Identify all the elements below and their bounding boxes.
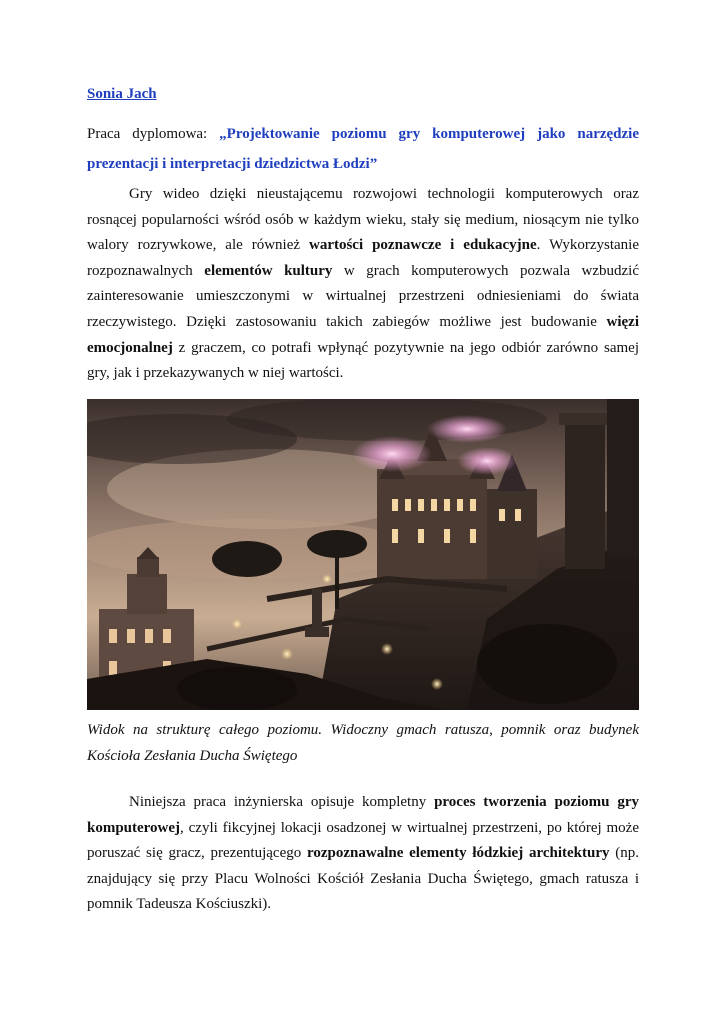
intro-text-4: z graczem, co potrafi wpłynąć pozytywnie na jego odbiór zarówno samej gry, jak i przekazywanych w niej wartości. xyxy=(87,339,639,382)
figure-caption: Widok na strukturę całego poziomu. Widoczny gmach ratusza, pomnik oraz budynek Kościoła Zesłania Ducha Świętego xyxy=(87,722,639,764)
summary-bold-2: rozpoznawalne elementy łódzkiej architektury xyxy=(307,845,610,862)
thesis-title: „Projektowanie poziomu gry komputerowej jako narzędzie prezentacji i interpretacji dziedzictwa Łodzi” xyxy=(87,126,639,172)
summary-text-2: , czyli fikcyjnej lokacji osadzonej w wirtualnej przestrzeni, po której może poruszać się gracz, prezentującego xyxy=(87,819,639,862)
level-render-illustration xyxy=(87,399,639,710)
summary-paragraph xyxy=(87,790,639,918)
intro-text-3: w grach komputerowych pozwala wzbudzić zainteresowanie umieszczonymi w wirtualnej przestrzeni odniesieniami do świata rzeczywistego. Dzięki zastosowaniu takich zabiegów możliwe jest budowanie xyxy=(87,262,639,330)
level-render-image xyxy=(87,399,639,710)
intro-paragraph xyxy=(87,182,639,387)
intro-text-1: Gry wideo dzięki nieustającemu rozwojowi technologii komputerowych oraz rosnącej popularności wśród osób w każdym wieku, stały się medium, niosącym nie tylko walory rozrywkowe, ale również xyxy=(87,186,639,254)
intro-bold-3: więzi emocjonalnej xyxy=(87,313,639,356)
summary-bold-1: proces tworzenia poziomu gry komputerowej xyxy=(87,794,640,836)
summary-text-3: (np. znajdujący się przy Placu Wolności Kościół Zesłania Ducha Świętego, gmach ratusza i pomnik Tadeusza Kościuszki). xyxy=(87,845,640,913)
intro-text-2: . Wykorzystanie rozpoznawalnych xyxy=(87,237,639,279)
summary-text-1: Niniejsza praca inżynierska opisuje kompletny xyxy=(129,794,435,810)
intro-bold-1: wartości poznawcze i edukacyjne xyxy=(308,237,537,254)
author-name[interactable]: Sonia Jach xyxy=(87,86,157,102)
intro-bold-2: elementów kultury xyxy=(204,262,333,279)
thesis-heading xyxy=(87,119,639,179)
thesis-prefix: Praca dyplomowa: xyxy=(87,126,220,142)
